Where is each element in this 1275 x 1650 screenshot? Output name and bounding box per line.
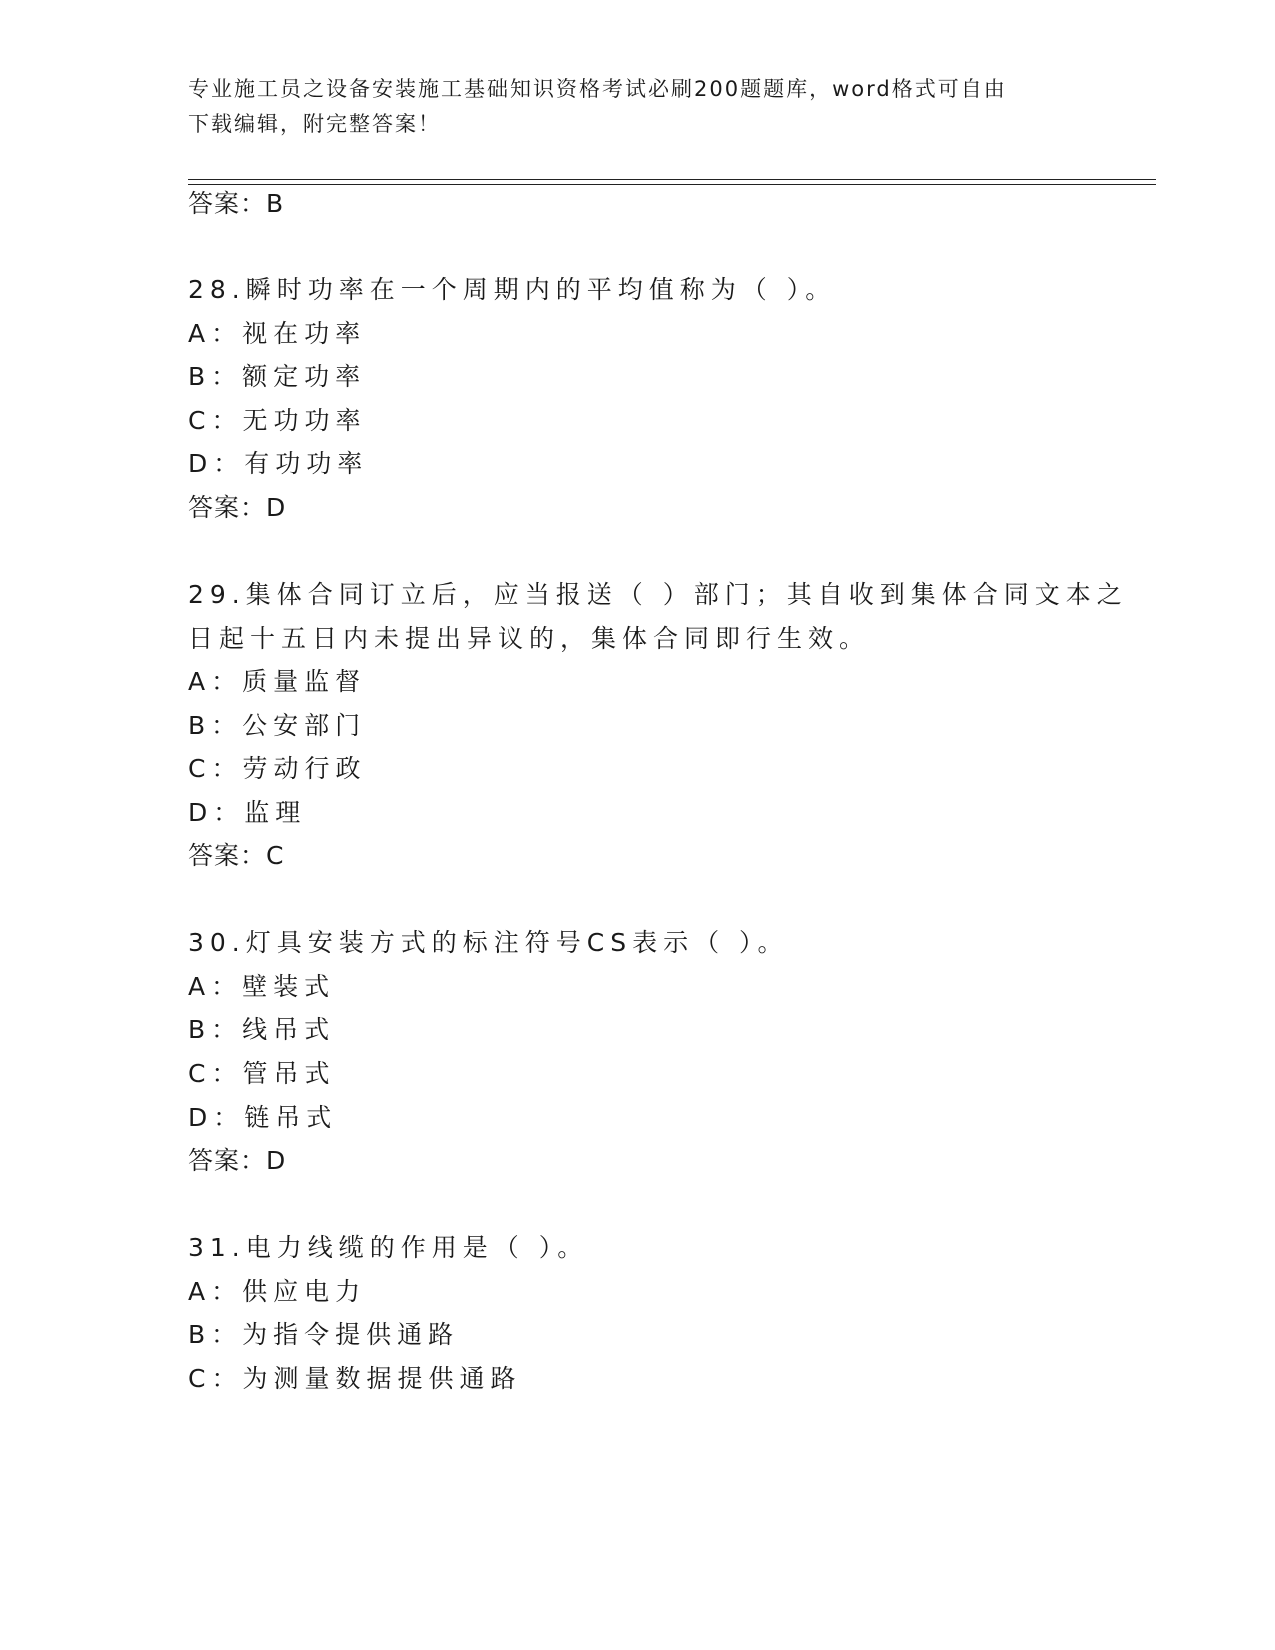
question-30-option-b: B：线吊式 (188, 1015, 336, 1044)
question-29-option-b: B：公安部门 (188, 711, 367, 740)
question-31-text: 31.电力线缆的作用是（ ）。 (188, 1233, 589, 1262)
question-30-option-c: C：管吊式 (188, 1059, 336, 1088)
header-line-2: 下载编辑，附完整答案！ (188, 112, 441, 136)
question-30-answer: 答案：D (188, 1146, 287, 1175)
question-29-option-a: A：质量监督 (188, 667, 367, 696)
question-28-answer: 答案：D (188, 493, 287, 522)
question-29-option-c: C：劳动行政 (188, 754, 367, 783)
question-31-option-c: C：为测量数据提供通路 (188, 1364, 522, 1393)
answer-prev: 答案：B (188, 189, 285, 218)
question-31-option-a: A：供应电力 (188, 1277, 367, 1306)
question-31-option-b: B：为指令提供通路 (188, 1320, 460, 1349)
header-divider-top (188, 179, 1156, 180)
question-28-option-c: C：无功功率 (188, 406, 367, 435)
header-line-1: 专业施工员之设备安装施工基础知识资格考试必刷200题题库，word格式可自由 (188, 77, 1007, 101)
document-header (188, 72, 1088, 142)
question-30-option-a: A：壁装式 (188, 972, 336, 1001)
question-30-text: 30.灯具安装方式的标注符号CS表示（ ）。 (188, 928, 789, 957)
question-29-option-d: D：监理 (188, 798, 307, 827)
question-29-text-line-1: 29.集体合同订立后，应当报送（ ）部门；其自收到集体合同文本之 (188, 580, 1128, 609)
question-29-answer: 答案：C (188, 841, 285, 870)
header-divider-bottom (188, 184, 1156, 185)
question-28-option-b: B：额定功率 (188, 362, 367, 391)
question-30-option-d: D：链吊式 (188, 1103, 338, 1132)
question-28-text: 28.瞬时功率在一个周期内的平均值称为（ ）。 (188, 275, 837, 304)
question-28-option-d: D：有功功率 (188, 449, 369, 478)
question-29-text-line-2: 日起十五日内未提出异议的，集体合同即行生效。 (188, 624, 871, 653)
question-28-option-a: A：视在功率 (188, 319, 367, 348)
